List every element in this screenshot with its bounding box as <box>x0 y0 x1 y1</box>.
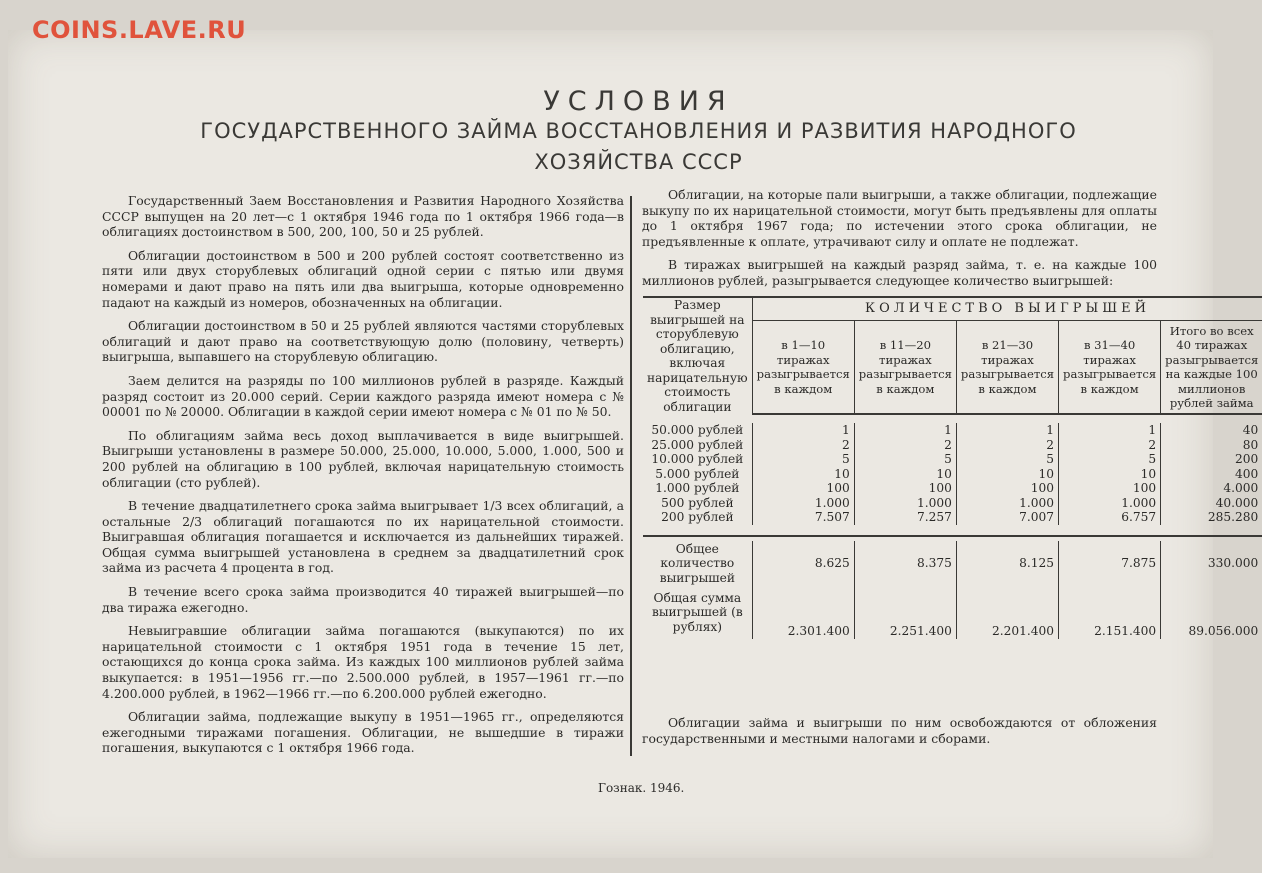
table-row <box>643 496 1262 511</box>
cell: 1 <box>752 423 854 438</box>
document-subtitle-line2: ХОЗЯЙСТВА СССР <box>534 150 743 174</box>
cell: 2.201.400 <box>956 587 1058 639</box>
cell: 5 <box>1059 452 1161 467</box>
tax-exemption-note: Облигации займа и выигрыши по ним освобождаются от обложения государственными и местными налогами и сборами. <box>642 715 1157 746</box>
row-label: 25.000 рублей <box>651 437 744 452</box>
row-label: 10.000 рублей <box>651 452 744 466</box>
cell: 10 <box>752 467 854 482</box>
paragraph: Невыигравшие облигации займа погашаются (выкупаются) по их нарицательной стоимости с 1 октября 1951 года в течение 15 лет, остающихся до конца срока займа. Из каждых 100 миллионов рублей займа выкупается: в 1951—1956 гг.—по 2.500.000 рублей, в 1957—1961 гг.—по 4.200.000 рублей, в 1962—1966 гг.—по 6.200.000 рублей ежегодно. <box>102 623 624 701</box>
cell: 10 <box>1059 467 1161 482</box>
paragraph: По облигациям займа весь доход выплачивается в виде выигрышей. Выигрыши установлены в размере 50.000, 25.000, 10.000, 5.000, 1.000, 500 и 200 рублей на облигацию в 100 рублей, включая нарицательную стоимость облигации (сто рублей). <box>102 427 624 490</box>
cell: 2.251.400 <box>854 587 956 639</box>
table-col-header: в 1—10 тиражах разыгрывается в каждом <box>752 321 854 415</box>
cell: 80 <box>1161 438 1262 453</box>
cell: 40.000 <box>1161 496 1262 511</box>
cell: 7.007 <box>956 510 1058 525</box>
table-row <box>643 452 1262 467</box>
winnings-table <box>643 296 1262 639</box>
cell: 200 <box>1161 452 1262 467</box>
cell: 7.257 <box>854 510 956 525</box>
cell: 100 <box>956 481 1058 496</box>
cell: 8.125 <box>956 541 1058 587</box>
paragraph: Облигации достоинством в 500 и 200 рублей состоят соответственно из пяти или двух сторублевых облигаций одной серии с пятью или двумя номерами и дают право на пять или два выигрыша, которые одновременно падают на каждый из номеров, обозначенных на облигации. <box>102 247 624 310</box>
printer-imprint: Гознак. 1946. <box>598 781 685 795</box>
cell: 5 <box>854 452 956 467</box>
paragraph: В тиражах выигрышей на каждый разряд займа, т. е. на каждые 100 миллионов рублей, разыгрывается следующее количество выигрышей: <box>642 257 1157 288</box>
row-label: Общее количество выигрышей <box>659 541 735 585</box>
table-col-header: в 11—20 тиражах разыгрывается в каждом <box>854 321 956 415</box>
cell: 6.757 <box>1059 510 1161 525</box>
table-col-header: в 31—40 тиражах разыгрывается в каждом <box>1059 321 1161 415</box>
row-label: 200 рублей <box>661 510 734 524</box>
cell: 5 <box>956 452 1058 467</box>
watermark: COINS.LAVE.RU <box>32 16 247 44</box>
table-row-total-sum <box>643 587 1262 639</box>
row-label: Общая сумма выигрышей (в рублях) <box>651 590 743 634</box>
cell: 10 <box>956 467 1058 482</box>
table-group-header: КОЛИЧЕСТВО ВЫИГРЫШЕЙ <box>752 297 1262 321</box>
table-col-header: в 21—30 тиражах разыгрывается в каждом <box>956 321 1058 415</box>
cell: 100 <box>854 481 956 496</box>
cell: 1 <box>1059 423 1161 438</box>
cell: 330.000 <box>1161 541 1262 587</box>
table-row <box>643 438 1262 453</box>
cell: 1.000 <box>956 496 1058 511</box>
cell: 2 <box>1059 438 1161 453</box>
paragraph: Заем делится на разряды по 100 миллионов рублей в разряде. Каждый разряд состоит из 20.000 серий. Серии каждого разряда имеют номера с № 00001 по № 20000. Облигации в каждой серии имеют номера с № 01 по № 50. <box>102 372 624 420</box>
cell: 285.280 <box>1161 510 1262 525</box>
left-column <box>102 193 624 764</box>
cell: 1 <box>956 423 1058 438</box>
cell: 5 <box>752 452 854 467</box>
row-label: 50.000 рублей <box>651 423 744 437</box>
cell: 7.507 <box>752 510 854 525</box>
table-row <box>643 510 1262 525</box>
cell: 2 <box>752 438 854 453</box>
cell: 40 <box>1161 423 1262 438</box>
table-row <box>643 423 1262 438</box>
cell: 100 <box>1059 481 1161 496</box>
cell: 4.000 <box>1161 481 1262 496</box>
cell: 1 <box>854 423 956 438</box>
table-row <box>643 467 1262 482</box>
document-subtitle-line1: ГОСУДАРСТВЕННОГО ЗАЙМА ВОССТАНОВЛЕНИЯ И РАЗВИТИЯ НАРОДНОГО <box>200 119 1077 143</box>
cell: 7.875 <box>1059 541 1161 587</box>
cell: 400 <box>1161 467 1262 482</box>
row-label: 5.000 рублей <box>655 466 740 481</box>
cell: 1.000 <box>752 496 854 511</box>
paragraph: В течение двадцатилетнего срока займа выигрывает 1/3 всех облигаций, а остальные 2/3 облигаций погашаются по их нарицательной стоимости. Выигравшая облигация погашается и исключается из дальнейших тиражей. Общая сумма выигрышей установлена в среднем за двадцатилетний срок займа из расчета 4 процента в год. <box>102 498 624 576</box>
paragraph: Государственный Заем Восстановления и Развития Народного Хозяйства СССР выпущен на 20 лет—с 1 октября 1946 года по 1 октября 1966 года—в облигациях достоинством в 500, 200, 100, 50 и 25 рублей. <box>102 193 624 240</box>
table-row <box>643 481 1262 496</box>
cell: 10 <box>854 467 956 482</box>
paragraph: Облигации займа, подлежащие выкупу в 1951—1965 гг., определяются ежегодными тиражами погашения. Облигации, не вышедшие в тиражи погашения, выкупаются с 1 октября 1966 года. <box>102 709 624 756</box>
table-col-header: Итого во всех 40 тиражах разыгрывается на каждые 100 миллионов рублей займа <box>1161 321 1262 415</box>
table-row-total-count <box>643 541 1262 587</box>
column-divider <box>630 196 632 756</box>
paragraph: Облигации достоинством в 50 и 25 рублей являются частями сторублевых облигаций и дают право на соответствующую долю (половину, четверть) выигрыша, выпавшего на сторублевую облигацию. <box>102 318 624 365</box>
cell: 8.625 <box>752 541 854 587</box>
paragraph: Облигации, на которые пали выигрыши, а также облигации, подлежащие выкупу по их нарицательной стоимости, могут быть предъявлены для оплаты до 1 октября 1967 года; по истечении этого срока облигации, не предъявленные к оплате, утрачивают силу и оплате не подлежат. <box>642 187 1157 249</box>
table-header-size: Размер выигрышей на сторублевую облигацию, включая нарицательную стоимость облигации <box>647 298 748 414</box>
cell: 89.056.000 <box>1161 587 1262 639</box>
paragraph: В течение всего срока займа производится 40 тиражей выигрышей—по два тиража ежегодно. <box>102 584 624 615</box>
cell: 2 <box>956 438 1058 453</box>
right-column <box>642 187 1157 297</box>
cell: 2.301.400 <box>752 587 854 639</box>
cell: 2 <box>854 438 956 453</box>
cell: 8.375 <box>854 541 956 587</box>
document-title: УСЛОВИЯ <box>543 86 734 117</box>
cell: 1.000 <box>854 496 956 511</box>
row-label: 500 рублей <box>661 495 734 510</box>
row-label: 1.000 рублей <box>655 481 740 495</box>
cell: 1.000 <box>1059 496 1161 511</box>
cell: 100 <box>752 481 854 496</box>
cell: 2.151.400 <box>1059 587 1161 639</box>
